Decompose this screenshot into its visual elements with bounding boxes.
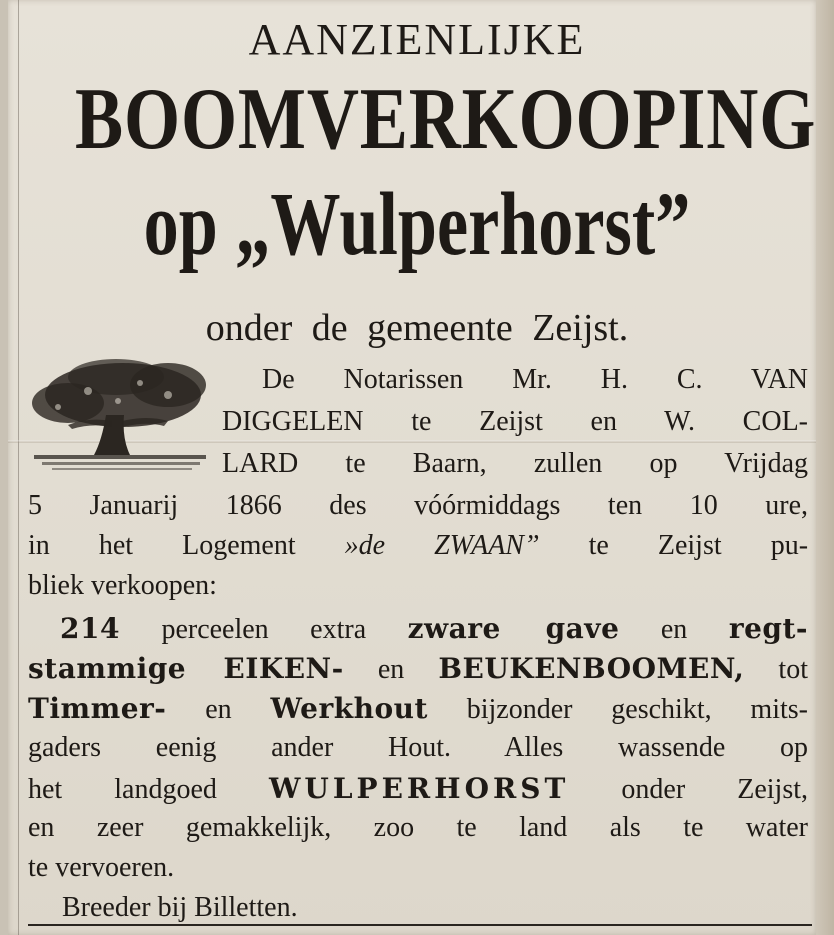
text-line-4: 5 Januarij 1866 des vóórmiddags ten 10 ure, [28,490,808,521]
heading-sub: onder de gemeente Zeijst. [205,307,629,349]
inn-name: »de ZWAAN” [344,530,540,561]
page-edge [816,0,834,935]
column-border [18,0,19,935]
text-line-5 [28,530,808,562]
lot-count: 214 [60,612,120,645]
text-line-7 [60,612,808,646]
text-line-8-c: BEUKENBOOMEN, [438,652,745,685]
heading-place: op „Wulperhorst” [143,175,691,274]
text-line-10: gaders eenig ander Hout. Alles wassende op [28,732,808,763]
text-line-7-b: perceelen extra [119,614,408,645]
tree-engraving-icon [28,355,210,477]
text-line-6: bliek verkoopen: [28,570,217,601]
text-line-11-c: onder Zeijst, [569,774,808,805]
text-line-9-d: bijzonder geschikt, mits- [427,694,808,725]
text-line-9-a: Timmer- [28,692,167,725]
estate-name: WULPERHORST [268,772,570,805]
text-line-3: LARD te Baarn, zullen op Vrijdag [222,448,808,479]
text-line-2: DIGGELEN te Zeijst en W. COL- [222,406,808,437]
text-line-5-c: te Zeijst pu- [539,530,809,561]
heading-top: AANZIENLIJKE [248,15,586,64]
text-line-7-e: regt- [728,612,809,645]
text-line-9 [28,692,808,726]
text-line-8-d: tot [744,654,808,685]
text-line-8-b: en [343,654,439,685]
text-line-5-a: in het Logement [28,530,345,561]
text-line-8-a: stammige EIKEN- [28,652,344,685]
bottom-rule [28,924,812,926]
text-line-9-c: Werkhout [270,692,428,725]
heading-main: BOOMVERKOOPING [75,71,817,168]
text-line-11 [28,772,808,806]
text-line-11-a: het landgoed [28,774,269,805]
text-line-7-d: en [619,614,729,645]
text-line-13: te vervoeren. [28,852,175,883]
text-line-1: De Notarissen Mr. H. C. VAN [262,364,808,395]
text-line-14: Breeder bij Billetten. [62,892,298,923]
text-line-8 [28,652,808,686]
text-line-12: en zeer gemakkelijk, zoo te land als te water [28,812,808,843]
text-line-9-b: en [166,694,271,725]
text-line-7-c: zware gave [407,612,620,645]
